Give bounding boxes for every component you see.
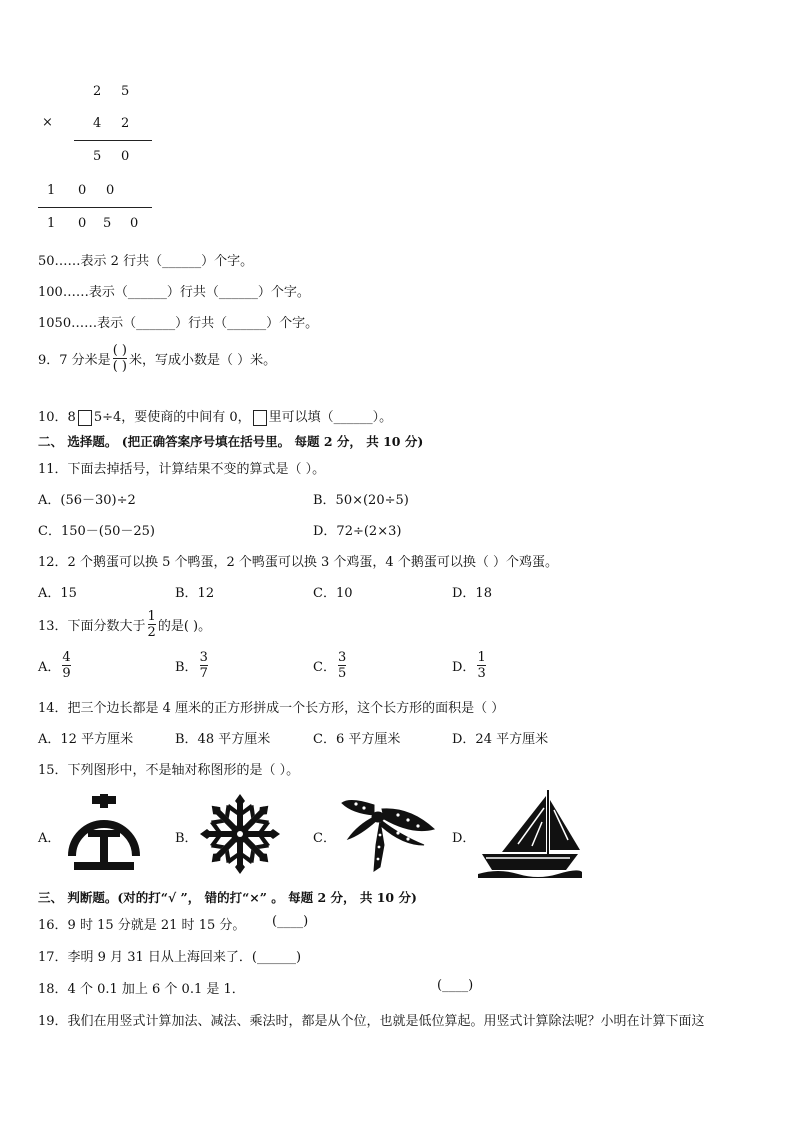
option-label: C． — [313, 660, 336, 675]
section-heading: 三、 判断题。(对的打“√ ”， 错的打“×” 。 每题 2 分， 共 10 分) — [38, 890, 417, 905]
question-stem: 15．下列图形中，不是轴对称图形的是（ ）。 — [38, 763, 300, 778]
option-d: D．24 平方厘米 — [452, 732, 549, 747]
q10-text: 10．8 — [38, 410, 76, 425]
option-b: B．50×(20÷5) — [313, 493, 409, 508]
question-10 — [38, 406, 392, 426]
option-fraction — [62, 651, 70, 680]
q9-fraction — [113, 344, 127, 373]
explain-line: 50……表示 2 行共（______）个字。 — [38, 254, 254, 269]
option-label: B． — [175, 660, 198, 675]
option-b — [175, 651, 210, 680]
fraction-denominator: 3 — [477, 666, 486, 681]
fraction-numerator: ( ) — [112, 343, 127, 358]
fraction-numerator: 1 — [477, 650, 486, 665]
question-stem: 11．下面去掉括号，计算结果不变的算式是（ ）。 — [38, 462, 326, 477]
option-fraction — [200, 651, 208, 680]
calc-rule — [74, 140, 152, 141]
option-c: C．10 — [313, 586, 353, 601]
explain-line: 1050……表示（______）行共（______）个字。 — [38, 316, 319, 331]
option-label: A． — [38, 660, 61, 675]
calc-digit: 1 — [47, 216, 56, 231]
q13-text: 13．下面分数大于 — [38, 619, 146, 634]
calc-digit: 0 — [78, 183, 87, 198]
calc-digit: 0 — [121, 149, 130, 164]
fraction-denominator: ( ) — [112, 359, 127, 374]
section-heading: 二、 选择题。 (把正确答案序号填在括号里。 每题 2 分， 共 10 分) — [38, 434, 424, 449]
option-fraction — [338, 651, 346, 680]
question-stem: 17．李明 9 月 31 日从上海回来了．(______) — [38, 950, 302, 965]
answer-blank: (____) — [437, 978, 474, 993]
q9-text: 9．7 分米是 — [38, 353, 111, 368]
calc-digit: 0 — [106, 183, 115, 198]
question-stem: 14．把三个边长都是 4 厘米的正方形拼成一个长方形，这个长方形的面积是（ ） — [38, 701, 505, 716]
blank-box — [78, 410, 92, 426]
calc-digit: 0 — [130, 216, 139, 231]
calc-digit: 5 — [93, 149, 102, 164]
option-b-label: B． — [175, 831, 198, 846]
calc-digit: 0 — [78, 216, 87, 231]
q9-text: 米，写成小数是（ ）米。 — [128, 353, 277, 368]
option-a: A．12 平方厘米 — [38, 732, 134, 747]
option-a — [38, 651, 73, 680]
q13-text: 的是( )。 — [157, 619, 212, 634]
option-c — [313, 651, 348, 680]
option-fraction — [477, 651, 485, 680]
fraction-denominator: 5 — [337, 666, 347, 681]
question-stem: 16．9 时 15 分就是 21 时 15 分。 — [38, 918, 246, 933]
dragonfly-icon — [340, 795, 436, 873]
option-d-label: D． — [452, 831, 476, 846]
option-label: D． — [452, 660, 476, 675]
fraction-numerator: 3 — [199, 650, 208, 665]
blank-box — [253, 410, 267, 426]
fraction-numerator: 4 — [62, 650, 71, 665]
option-c: C．150－(50－25) — [38, 524, 155, 539]
fraction-numerator: 3 — [337, 650, 347, 665]
calc-digit: 5 — [121, 84, 130, 99]
times-sign: × — [42, 115, 53, 130]
fraction-numerator: 1 — [147, 609, 156, 624]
option-d — [452, 651, 488, 680]
option-b: B．12 — [175, 586, 215, 601]
question-13 — [38, 610, 211, 639]
option-c-label: C． — [313, 831, 336, 846]
fraction-denominator: 7 — [199, 666, 208, 681]
calc-digit: 5 — [103, 216, 112, 231]
sailboat-icon — [478, 788, 582, 878]
question-stem: 12．2 个鹅蛋可以换 5 个鸭蛋，2 个鸭蛋可以换 3 个鸡蛋，4 个鹅蛋可以换（ ）个鸡蛋。 — [38, 555, 558, 570]
calc-digit: 2 — [121, 116, 130, 131]
option-b: B．48 平方厘米 — [175, 732, 271, 747]
half-fraction — [148, 610, 156, 639]
q10-text: 5÷4，要使商的中间有 0， — [93, 410, 251, 425]
option-a: A．15 — [38, 586, 77, 601]
railway-logo-icon — [64, 794, 144, 876]
snowflake-icon — [200, 794, 280, 874]
calc-rule — [38, 207, 152, 208]
question-9 — [38, 344, 276, 373]
option-d: D．18 — [452, 586, 492, 601]
option-a: A．(56－30)÷2 — [38, 493, 136, 508]
q10-text: 里可以填（______）。 — [268, 410, 393, 425]
option-c: C．6 平方厘米 — [313, 732, 401, 747]
calc-digit: 2 — [93, 84, 102, 99]
fraction-denominator: 9 — [62, 666, 71, 681]
answer-blank: (____) — [272, 914, 309, 929]
calc-digit: 1 — [47, 183, 56, 198]
question-stem: 19．我们在用竖式计算加法、减法、乘法时，都是从个位，也就是低位算起。用竖式计算除法呢？小明在计算下面这 — [38, 1014, 705, 1029]
calc-digit: 4 — [93, 116, 102, 131]
option-a-label: A． — [38, 831, 61, 846]
explain-line: 100……表示（______）行共（______）个字。 — [38, 285, 310, 300]
option-d: D．72÷(2×3) — [313, 524, 402, 539]
fraction-denominator: 2 — [147, 625, 156, 640]
question-stem: 18．4 个 0.1 加上 6 个 0.1 是 1． — [38, 982, 245, 997]
